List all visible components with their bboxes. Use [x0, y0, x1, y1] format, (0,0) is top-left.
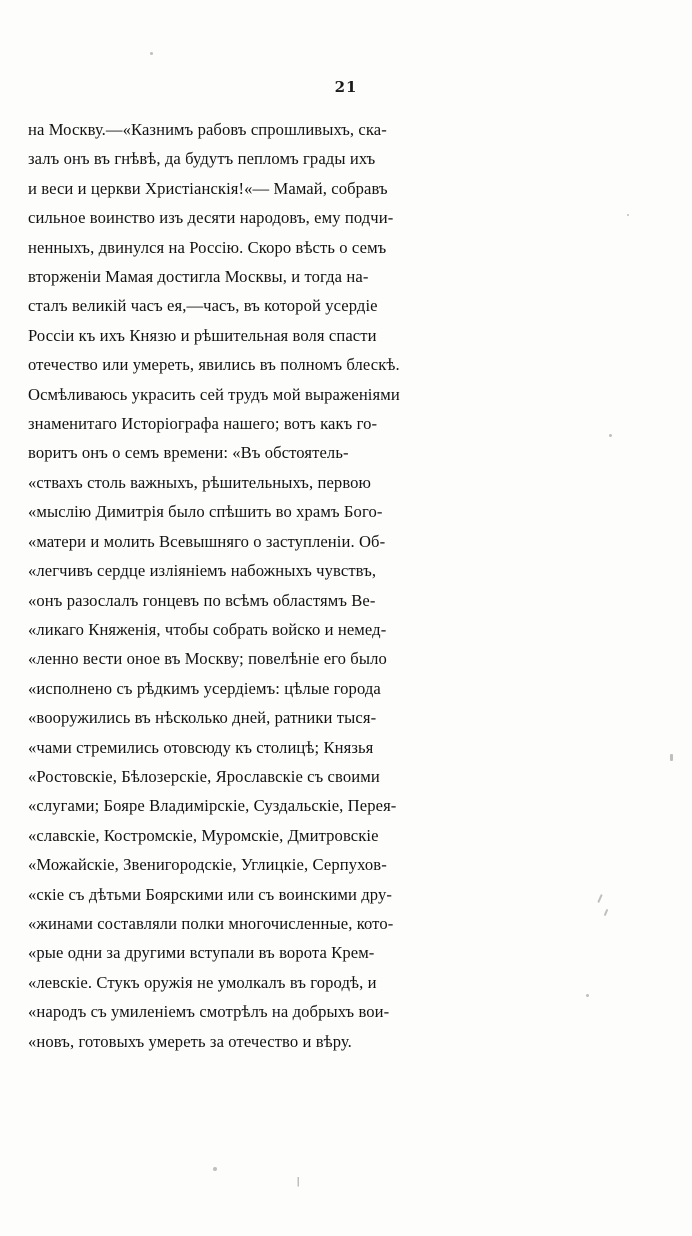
text-line: «новъ, готовыхъ умереть за отечество и вѣру.: [28, 1031, 352, 1051]
text-line: «Ростовскіе, Бѣлозерскіе, Ярославскіе съ своими: [28, 766, 380, 786]
text-line: «Можайскіе, Звенигородскіе, Углицкіе, Серпухов-: [28, 855, 387, 875]
text-line: «чами стремились отовсюду къ столицѣ; Князья: [28, 737, 374, 757]
scan-speck: [213, 1167, 217, 1171]
scan-speck: [586, 994, 589, 997]
text-line: залъ онъ въ гнѣвѣ, да будутъ пепломъ грады ихъ: [28, 149, 376, 169]
text-line: «онъ разослалъ гонцевъ по всѣмъ областямъ Ве-: [28, 590, 376, 610]
page-number: 21: [334, 78, 358, 96]
page-body-text: [28, 115, 548, 1056]
text-line: вторженіи Мамая достигла Москвы, и тогда на-: [28, 267, 369, 287]
scan-speck: [604, 909, 609, 916]
text-line: Россіи къ ихъ Князю и рѣшительная воля спасти: [28, 325, 377, 345]
text-line: «скіе съ дѣтьми Боярскими или съ воинскими дру-: [28, 884, 392, 904]
text-line: отечество или умереть, явились въ полномъ блескѣ.: [28, 355, 400, 375]
text-line: «мыслію Димитрія было спѣшить во храмъ Бого-: [28, 502, 383, 522]
scan-speck: [609, 434, 612, 437]
scan-speck: [597, 894, 602, 903]
text-line: «жинами составляли полки многочисленные, кото-: [28, 913, 394, 933]
text-line: «ствахъ столь важныхъ, рѣшительныхъ, первою: [28, 472, 372, 492]
text-line: Осмѣливаюсь украсить сей трудъ мой выраженіями: [28, 384, 400, 404]
text-line: сталъ великій часъ ея,—часъ, въ которой усердіе: [28, 296, 378, 316]
scan-speck: [150, 52, 153, 55]
text-line: «исполнено съ рѣдкимъ усердіемъ: цѣлые города: [28, 678, 381, 698]
text-line: воритъ онъ о семъ времени: «Въ обстоятель-: [28, 443, 349, 463]
text-line: «ленно вести оное въ Москву; повелѣніе его было: [28, 649, 387, 669]
text-line: «славскіе, Костромскіе, Муромскіе, Дмитровскіе: [28, 825, 379, 845]
text-line: «ликаго Княженія, чтобы собрать войско и немед-: [28, 619, 387, 639]
text-line: «вооружились въ нѣсколько дней, ратники тыся-: [28, 708, 377, 728]
text-line: «левскіе. Стукъ оружія не умолкалъ въ городѣ, и: [28, 972, 377, 992]
bottom-tick-mark: |: [297, 1175, 300, 1187]
text-line: на Москву.—«Казнимъ рабовъ спрошливыхъ, ска-: [28, 120, 387, 139]
text-line: и веси и церкви Христіанскія!«— Мамай, собравъ: [28, 178, 388, 198]
paragraph: [28, 115, 548, 1056]
text-line: «народъ съ умиленіемъ смотрѣлъ на добрыхъ вои-: [28, 1002, 390, 1022]
text-line: «матери и молить Всевышняго о заступленіи. Об-: [28, 531, 386, 551]
text-line: ненныхъ, двинулся на Россію. Скоро вѣсть о семъ: [28, 237, 387, 257]
scan-speck: [627, 214, 629, 216]
scan-speck: [670, 754, 673, 761]
text-line: «рые одни за другими вступали въ ворота Крем-: [28, 943, 375, 963]
text-line: «легчивъ сердце изліяніемъ набожныхъ чувствъ,: [28, 561, 377, 581]
text-line: сильное воинство изъ десяти народовъ, ему подчи-: [28, 208, 394, 228]
text-line: знаменитаго Исторіографа нашего; вотъ какъ го-: [28, 414, 378, 434]
text-line: «слугами; Бояре Владимірскіе, Суздальскіе, Перея-: [28, 796, 397, 816]
